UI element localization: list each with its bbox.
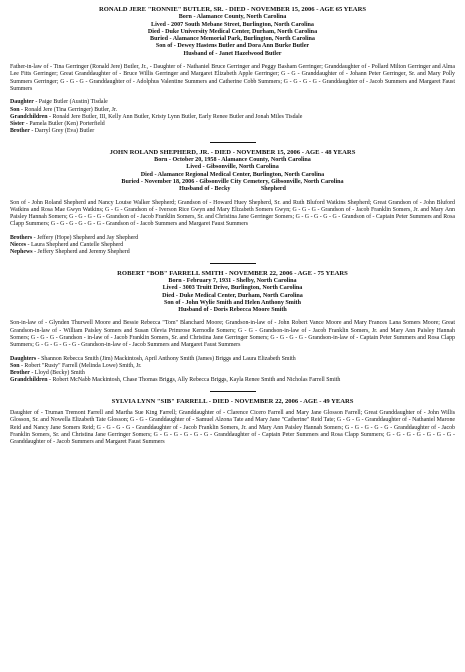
obituary-title: RONALD JERE "RONNIE" BUTLER, SR. - DIED - NOVEMBER 15, 2006 - AGE 65 YEARS	[98, 6, 366, 13]
obituary-facts	[10, 14, 455, 58]
obituary-facts	[10, 157, 455, 193]
relation-text: - Jeffery Shepherd and Jeremy Shepherd	[34, 249, 130, 256]
lived-line: Lived - 2007 South Mebane Street, Burlington, North Carolina	[151, 21, 314, 28]
obituary-butler	[10, 6, 455, 136]
buried-line: Buried - November 18, 2006 - Gibsonville City Cemetery, Gibsonville, North Carolina	[121, 178, 344, 185]
relation-text: - Ronald Jere (Tina Gerringer) Butler, Jr.	[20, 106, 118, 113]
obituary-title: ROBERT "BOB" FARRELL SMITH - NOVEMBER 22, 2006 - AGE - 75 YEARS	[117, 269, 348, 277]
lived-line: Lived - Gibsonville, North Carolina	[186, 164, 279, 171]
relation-text: - Ronald Jere Butler, III, Kelly Ann Butler, Kristy Lynn Butler, Early Renee Butler and Jonah Miles Tisdale	[49, 113, 303, 120]
born-line: Born - February 7, 1931 - Shelby, North Carolina	[168, 277, 297, 284]
relation-text: - Paige Butler (Austin) Tisdale	[35, 99, 108, 106]
relation-label: Son	[10, 362, 20, 369]
relation-line	[10, 377, 455, 384]
relation-label: Brother	[10, 370, 30, 377]
obituary-title: SYLVIA LYNN "SIB" FARRELL - DIED - NOVEMBER 22, 2006 - AGE - 49 YEARS	[111, 397, 354, 405]
relation-line	[10, 99, 455, 106]
relation-text: - Pamela Butler (Ken) Porterfield	[25, 121, 105, 128]
relation-line	[10, 107, 455, 114]
section-divider	[210, 391, 256, 392]
relation-label: Brothers	[10, 234, 33, 241]
section-divider	[210, 142, 256, 143]
relation-line	[10, 249, 455, 256]
relation-line	[10, 370, 455, 377]
relation-text: - Jeffery (Hope) Shepherd and Jay Shepherd	[33, 234, 139, 241]
died-line: Died - Duke University Medical Center, Durham, North Carolina	[147, 28, 318, 35]
parents-line: Son of - John Wylie Smith and Helen Anthony Smith	[164, 299, 301, 306]
obituary-title: JOHN ROLAND SHEPHERD, JR. - DIED - NOVEMBER 15, 2006 - AGE - 48 YEARS	[109, 148, 356, 156]
relation-label: Grandchildren	[10, 113, 48, 120]
born-line: Born - Alamance County, North Carolina	[178, 14, 287, 21]
died-line: Died - Alamance Regional Medical Center, Burlington, North Carolina	[140, 171, 325, 178]
relation-text: - Robert "Rusty" Farrell (Melinda Lowe) Smith, Jr.	[20, 362, 142, 369]
relation-text: - Laura Shepherd and Cantelle Shepherd	[27, 242, 124, 249]
parents-line: Son of - Dewey Hastens Butler and Dora Ann Burke Butler	[155, 43, 310, 50]
died-line: Died - Duke Medical Center, Durham, North Carolina	[162, 292, 303, 299]
obituary-farrell	[10, 398, 455, 447]
relation-label: Nieces	[10, 242, 27, 249]
spouse-line: Husband of - Becky Shepherd	[179, 186, 286, 193]
relation-label: Grandchildren	[10, 377, 48, 384]
genealogy-paragraph: Daughter of - Truman Tremont Farrell and Martha Sue King Farrell; Granddaughter of - Clarence Cicero Farrell and Mary Jane Glosson Farrell; Great Granddaughter of - John Willis Glosson, Sr. and Nowella Elizabeth Tate Glosson; G - G - Granddaughter of - Samuel Alzona Tate and Mary Jane "Catherine" Reid Tate; G - G - G - Granddaughter of - Nathaniel Marone Reid and Nancy Jane Somers Reid; G - G - G - G - Granddaughter of - Jacob Franklin Somers, Jr. and Mary Ann Paisley Hannah Somers; G - G - G - G - G - Granddaughter of - Jacob Franklin Somers, Sr. and Christina Jane Gerringer Somers; G - G - G - G - G - G - Granddaughter of - Captain Peter Summers and Rosa Clapp Summers; G - G - G - G - G - G - G - Granddaughter of - Jacob Summers and Margaret Faust Summers	[10, 410, 455, 446]
spouse-line: Husband of - Doris Rebecca Moore Smith	[178, 307, 287, 314]
relation-label: Brother	[10, 128, 30, 135]
relation-text: - Lloyd (Becky) Smith	[31, 370, 85, 377]
lived-line: Lived - 3003 Truitt Drive, Burlington, North Carolina	[162, 285, 303, 292]
born-line: Born - October 20, 1958 - Alamance County, North Carolina	[154, 157, 311, 164]
relation-label: Son	[10, 106, 20, 113]
spouse-line: Husband of - Janet Hazelwood Butler	[183, 50, 282, 57]
genealogy-paragraph: Father-in-law of - Tina Gerringer (Ronald Jere) Butler, Jr., - Daughter of - Nathaniel Bruce Gerringer and Peggy Basham Gerringer; Granddaughter of - Pollard Milton Gerringer and Alma Lee Fitts Gerringer; Great Granddaughter of - Bruce Willis Gerringer and Margaret Elizabeth Apple Gerringer; G - G - Granddaughter of - Johann Peter Gerringer, Sr. and Mary Polly Summers Gerringer; G - G - G - Granddaughter of - Adolphus Valentine Summers and Catherine Cobb Summers; G - G - G - G - Granddaughter of - Jacob Summers and Margaret Faust Summers	[10, 64, 455, 92]
relation-text: - Shannon Rebecca Smith (Jim) Mackintosh, April Anthony Smith (James) Briggs and Laura Elizabeth Smith	[37, 355, 296, 362]
relation-text: - Darryl Grey (Eva) Butler	[31, 128, 95, 135]
relation-label: Nephews	[10, 249, 33, 256]
relation-line	[10, 356, 455, 363]
obituary-smith	[10, 270, 455, 385]
relation-line	[10, 235, 455, 242]
relation-text: - Robert McNabb Mackintosh, Chase Thomas Briggs, Ally Rebecca Briggs, Kayla Renee Smith and Nicholas Farrell Smith	[49, 377, 341, 384]
relation-label: Daughter	[10, 99, 34, 106]
relation-line	[10, 128, 455, 135]
section-divider	[210, 263, 256, 264]
obituary-shepherd	[10, 149, 455, 257]
relation-label: Daughters	[10, 355, 37, 362]
genealogy-paragraph: Son of - John Roland Shepherd and Nancy Louise Walker Shepherd; Grandson of - Howard Huey Shepherd, Sr. and Ruth Bluford Watkins Shepherd; Great Grandson of - John Bluford Watkins and Rosa Mae Gwyn Watkins; G - G - Grandson of - Iverson Rice Gwyn and Mary Elizabeth Somers Gwyn; G - G - G - Grandson of - Jacob Franklin Somers, Jr. and Mary Ann Paisley Hannah Somers; G - G - G - G - Grandson of - Jacob Franklin Somers, Sr. and Christina Jane Gerringer Somers; G - G - G - G - G - Grandson of - Captain Peter Summers and Rosa Clapp Summers; G - G - G - G - G - G - Grandson of - Jacob Summers and Margaret Faust Summers	[10, 199, 455, 228]
obituary-facts	[10, 278, 455, 314]
relation-label: Sister	[10, 121, 25, 128]
genealogy-paragraph: Son-in-law of - Glynden Thurwell Moore and Bessie Rebecca "Tom" Blanchard Moore; Grandson-in-law of - John Robert Vance Moore and Mary Frances Lana Somers Moore; Great Grandson-in-law of - William Paisley Somers and Susan Olevia Primrose Kernodle Somers; G - G - Grandson-in-law of - Jacob Franklin Somers, Jr. and Mary Ann Paisley Hannah Somers; G - G - G - Grandson - in-law of - Jacob Franklin Somers, Sr. and Christina Jane Gerringer Somers; G - G - G - G - Grandson-in-law of - Captain Peter Summers and Rosa Clapp Summers; G - G - G - G - G - Grandson-in-law of - Jacob Summers and Margaret Faust Summers	[10, 320, 455, 349]
buried-line: Buried - Alamance Memorial Park, Burlington, North Carolina	[150, 36, 315, 43]
